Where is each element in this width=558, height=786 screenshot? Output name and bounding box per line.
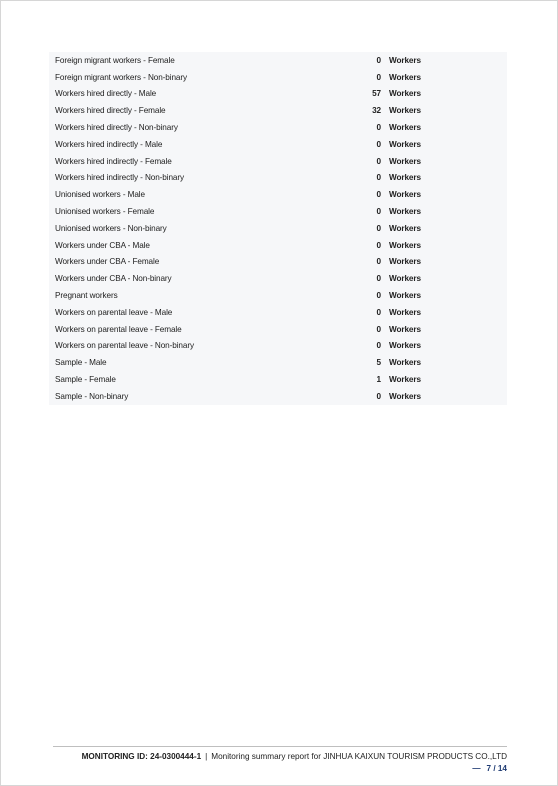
row-value: 32 [372, 106, 381, 116]
row-label: Workers under CBA - Male [55, 240, 150, 250]
table-row [49, 371, 507, 388]
table-row [49, 102, 507, 119]
row-value: 0 [376, 324, 381, 334]
footer [53, 752, 507, 761]
row-unit: Workers [389, 156, 421, 166]
row-unit: Workers [389, 307, 421, 317]
row-unit: Workers [389, 324, 421, 334]
row-value: 0 [376, 72, 381, 82]
row-unit: Workers [389, 190, 421, 200]
row-value: 0 [376, 123, 381, 133]
row-label: Unionised workers - Non-binary [55, 223, 167, 233]
page-indicator [53, 764, 507, 773]
footer-divider [53, 746, 507, 747]
row-unit: Workers [389, 358, 421, 368]
row-label: Pregnant workers [55, 291, 118, 301]
row-label: Workers hired indirectly - Non-binary [55, 173, 185, 183]
row-value: 0 [376, 156, 381, 166]
row-label: Workers hired indirectly - Female [55, 156, 172, 166]
row-unit: Workers [389, 257, 421, 267]
table-row [49, 86, 507, 103]
row-label: Workers on parental leave - Female [55, 324, 182, 334]
row-value: 0 [376, 341, 381, 351]
row-label: Sample - Non-binary [55, 391, 129, 401]
table-row [49, 254, 507, 271]
row-label: Workers hired directly - Female [55, 106, 166, 116]
row-value: 57 [372, 89, 381, 99]
footer-separator: | [205, 752, 208, 761]
row-value: 0 [376, 190, 381, 200]
row-label: Workers hired directly - Non-binary [55, 123, 178, 133]
page-number: 7 / 14 [486, 764, 507, 773]
row-value: 0 [376, 307, 381, 317]
table-row [49, 304, 507, 321]
row-value: 0 [376, 55, 381, 65]
report-title: Monitoring summary report for JINHUA KAIXUN TOURISM PRODUCTS CO.,LTD [211, 752, 507, 761]
row-unit: Workers [389, 341, 421, 351]
row-unit: Workers [389, 106, 421, 116]
row-value: 1 [376, 375, 381, 385]
table-row [49, 186, 507, 203]
row-label: Workers hired directly - Male [55, 89, 157, 99]
row-value: 5 [376, 358, 381, 368]
row-label: Workers under CBA - Non-binary [55, 274, 172, 284]
row-unit: Workers [389, 72, 421, 82]
row-value: 0 [376, 257, 381, 267]
row-unit: Workers [389, 89, 421, 99]
workers-table [49, 52, 507, 405]
row-unit: Workers [389, 55, 421, 65]
row-label: Foreign migrant workers - Non-binary [55, 72, 187, 82]
row-label: Foreign migrant workers - Female [55, 55, 175, 65]
table-row [49, 203, 507, 220]
row-label: Workers hired indirectly - Male [55, 139, 163, 149]
row-label: Workers on parental leave - Non-binary [55, 341, 194, 351]
row-unit: Workers [389, 173, 421, 183]
row-value: 0 [376, 391, 381, 401]
row-label: Sample - Female [55, 375, 116, 385]
row-unit: Workers [389, 207, 421, 217]
table-row [49, 220, 507, 237]
table-row [49, 321, 507, 338]
row-value: 0 [376, 173, 381, 183]
table-row [49, 136, 507, 153]
row-value: 0 [376, 240, 381, 250]
row-unit: Workers [389, 375, 421, 385]
row-value: 0 [376, 223, 381, 233]
table-row [49, 153, 507, 170]
row-label: Sample - Male [55, 358, 107, 368]
table-row [49, 354, 507, 371]
row-unit: Workers [389, 391, 421, 401]
table-row [49, 338, 507, 355]
row-unit: Workers [389, 139, 421, 149]
row-value: 0 [376, 291, 381, 301]
row-label: Unionised workers - Male [55, 190, 145, 200]
row-unit: Workers [389, 274, 421, 284]
table-row [49, 287, 507, 304]
monitoring-id: MONITORING ID: 24-0300444-1 [81, 752, 202, 761]
page-dash: — [472, 764, 481, 773]
table-row [49, 170, 507, 187]
row-label: Workers under CBA - Female [55, 257, 160, 267]
row-label: Unionised workers - Female [55, 207, 155, 217]
row-unit: Workers [389, 223, 421, 233]
row-value: 0 [376, 274, 381, 284]
row-unit: Workers [389, 240, 421, 250]
table-row [49, 270, 507, 287]
row-value: 0 [376, 207, 381, 217]
table-row [49, 237, 507, 254]
table-row [49, 69, 507, 86]
row-label: Workers on parental leave - Male [55, 307, 173, 317]
table-row [49, 388, 507, 405]
table-row [49, 52, 507, 69]
row-unit: Workers [389, 291, 421, 301]
row-unit: Workers [389, 123, 421, 133]
row-value: 0 [376, 139, 381, 149]
table-row [49, 119, 507, 136]
